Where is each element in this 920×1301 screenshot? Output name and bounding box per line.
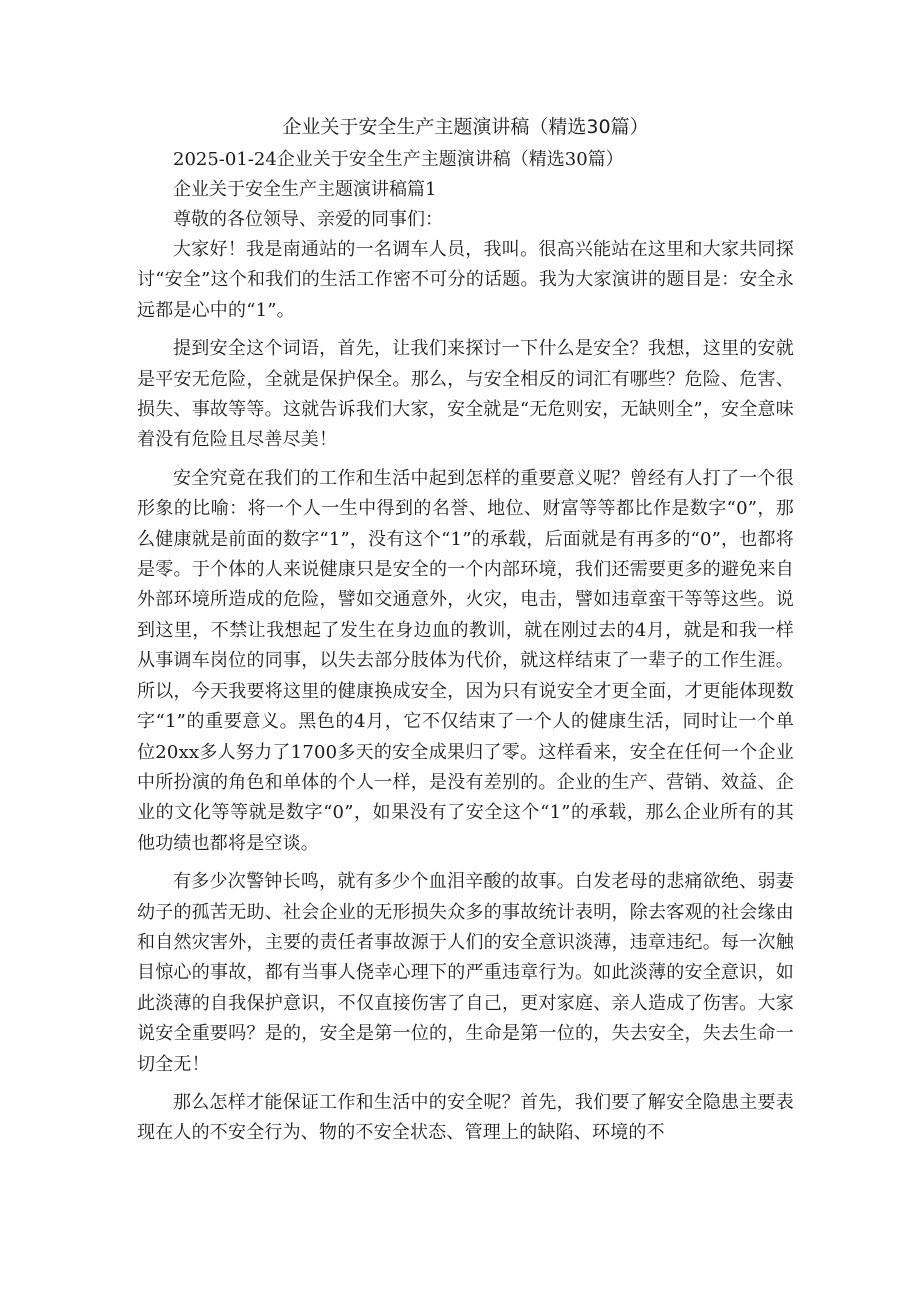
publish-date-line: 2025-01-24企业关于安全生产主题演讲稿（精选30篇）	[173, 149, 624, 170]
document-title: 企业关于安全生产主题演讲稿（精选30篇）	[282, 116, 649, 138]
section-heading: 企业关于安全生产主题演讲稿篇1	[173, 179, 437, 200]
salutation: 尊敬的各位领导、亲爱的同事们：	[173, 209, 443, 230]
paragraph-1: 大家好！我是南通站的一名调车人员，我叫。很高兴能站在这里和大家共同探讨“安全”这个和我们的生活工作密不可分的话题。我为大家演讲的题目是：安全永远都是心中的“1”。	[137, 239, 794, 321]
document-page	[137, 112, 794, 1149]
paragraph-2: 提到安全这个词语，首先，让我们来探讨一下什么是安全？我想，这里的安就是平安无危险，全就是保护保全。那么，与安全相反的词汇有哪些？危险、危害、损失、事故等等。这就告诉我们大家，安全就是“无危则安，无缺则全”，安全意味着没有危险且尽善尽美！	[137, 338, 794, 451]
paragraph-3: 安全究竟在我们的工作和生活中起到怎样的重要意义呢？曾经有人打了一个很形象的比喻：将一个人一生中得到的名誉、地位、财富等等都比作是数字“0”，那么健康就是前面的数字“1”，没有这个“1”的承载，后面就是有再多的“0”，也都将是零。于个体的人来说健康只是安全的一个内部环境，我们还需要更多的避免来自外部环境所造成的危险，譬如交通意外，火灾，电击，譬如违章蛮干等等这些。说到这里，不禁让我想起了发生在身边血的教训，就在刚过去的4月，就是和我一样从事调车岗位的同事，以失去部分肢体为代价，就这样结束了一辈子的工作生涯。所以，今天我要将这里的健康换成安全，因为只有说安全才更全面，才更能体现数字“1”的重要意义。黑色的4月，它不仅结束了一个人的健康生活，同时让一个单位20xx多人努力了1700多天的安全成果归了零。这样看来，安全在任何一个企业中所扮演的角色和单体的个人一样，是没有差别的。企业的生产、营销、效益、企业的文化等等就是数字“0”，如果没有了安全这个“1”的承载，那么企业所有的其他功绩也都将是空谈。	[137, 467, 794, 854]
paragraph-4: 有多少次警钟长鸣，就有多少个血泪辛酸的故事。白发老母的悲痛欲绝、弱妻幼子的孤苦无助、社会企业的无形损失众多的事故统计表明，除去客观的社会缘由和自然灾害外，主要的责任者事故源于人们的安全意识淡薄，违章违纪。每一次触目惊心的事故，都有当事人侥幸心理下的严重违章行为。如此淡薄的安全意识，如此淡薄的自我保护意识，不仅直接伤害了自己，更对家庭、亲人造成了伤害。大家说安全重要吗？是的，安全是第一位的，生命是第一位的，失去安全，失去生命一切全无！	[137, 871, 794, 1075]
paragraph-5: 那么怎样才能保证工作和生活中的安全呢？首先，我们要了解安全隐患主要表现在人的不安全行为、物的不安全状态、管理上的缺陷、环境的不	[137, 1091, 794, 1144]
